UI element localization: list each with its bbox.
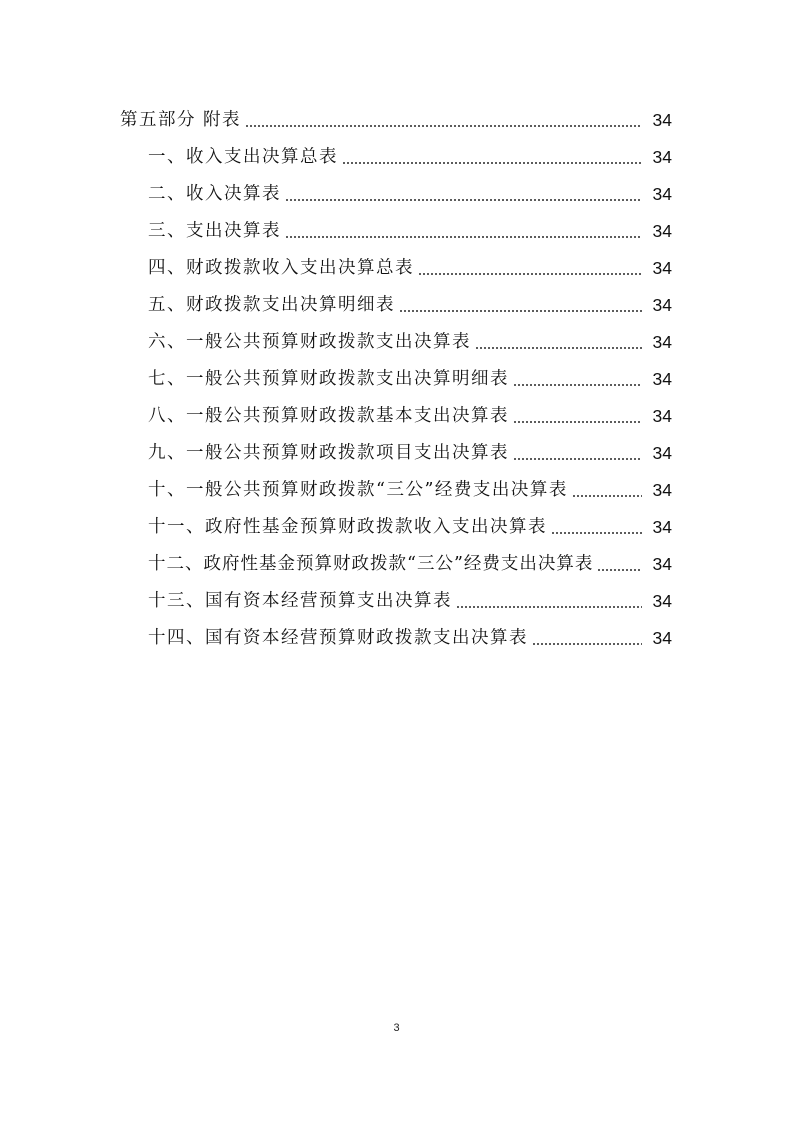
toc-entry-3[interactable] [0, 205, 793, 242]
toc-entry-label: 六、一般公共预算财政拨款支出决算表 [148, 332, 471, 352]
toc-entry-label: 八、一般公共预算财政拨款基本支出决算表 [148, 406, 509, 426]
toc-entry-label: 第五部分 附表 [120, 110, 242, 130]
toc-entry-label: 三、支出决算表 [148, 221, 281, 241]
toc-entry-page: 34 [652, 591, 672, 611]
dot-leader [532, 627, 642, 649]
toc-entry-4[interactable] [0, 242, 793, 279]
toc-entry-5[interactable] [0, 279, 793, 316]
toc-entry-page: 34 [652, 184, 672, 204]
toc-entry-13[interactable] [0, 575, 793, 612]
toc-entry-label: 七、一般公共预算财政拨款支出决算明细表 [148, 369, 509, 389]
dot-leader [456, 590, 642, 612]
dot-leader [399, 294, 642, 316]
dot-leader [285, 183, 642, 205]
toc-entry-2[interactable] [0, 168, 793, 205]
dot-leader [513, 442, 642, 464]
toc-entry-page: 34 [652, 628, 672, 648]
dot-leader [418, 257, 642, 279]
toc-entry-8[interactable] [0, 390, 793, 427]
toc-entry-page: 34 [652, 332, 672, 352]
toc-entry-6[interactable] [0, 316, 793, 353]
toc-entry-label: 十、一般公共预算财政拨款“三公”经费支出决算表 [148, 480, 568, 500]
toc-entry-page: 34 [652, 147, 672, 167]
dot-leader [475, 331, 642, 353]
toc-entry-part5[interactable] [0, 94, 793, 131]
toc-entry-page: 34 [652, 258, 672, 278]
toc-entry-1[interactable] [0, 131, 793, 168]
toc-entry-10[interactable] [0, 464, 793, 501]
toc-entry-12[interactable] [0, 538, 793, 575]
dot-leader [572, 479, 642, 501]
toc-entry-page: 34 [652, 110, 672, 130]
toc-entry-label: 四、财政拨款收入支出决算总表 [148, 258, 414, 278]
toc-entry-label: 十二、政府性基金预算财政拨款“三公”经费支出决算表 [148, 554, 594, 574]
toc-entry-label: 十一、政府性基金预算财政拨款收入支出决算表 [148, 517, 547, 537]
toc-entry-page: 34 [652, 406, 672, 426]
dot-leader [342, 146, 642, 168]
toc-entry-label: 二、收入决算表 [148, 184, 281, 204]
toc-entry-9[interactable] [0, 427, 793, 464]
dot-leader [597, 553, 642, 575]
dot-leader [285, 220, 642, 242]
dot-leader [551, 516, 642, 538]
toc-entry-label: 九、一般公共预算财政拨款项目支出决算表 [148, 443, 509, 463]
dot-leader [245, 109, 642, 131]
toc-entry-page: 34 [652, 554, 672, 574]
toc-entry-label: 五、财政拨款支出决算明细表 [148, 295, 395, 315]
toc-entry-page: 34 [652, 517, 672, 537]
toc-entry-11[interactable] [0, 501, 793, 538]
toc-entry-page: 34 [652, 480, 672, 500]
toc-entry-page: 34 [652, 443, 672, 463]
toc-entry-14[interactable] [0, 612, 793, 649]
dot-leader [513, 405, 642, 427]
page-number: 3 [393, 1022, 400, 1034]
toc-entry-label: 十三、国有资本经营预算支出决算表 [148, 591, 452, 611]
toc-entry-7[interactable] [0, 353, 793, 390]
toc-entry-page: 34 [652, 221, 672, 241]
toc-entry-label: 十四、国有资本经营预算财政拨款支出决算表 [148, 628, 528, 648]
toc-entry-page: 34 [652, 369, 672, 389]
toc-entry-page: 34 [652, 295, 672, 315]
toc-entry-label: 一、收入支出决算总表 [148, 147, 338, 167]
dot-leader [513, 368, 642, 390]
